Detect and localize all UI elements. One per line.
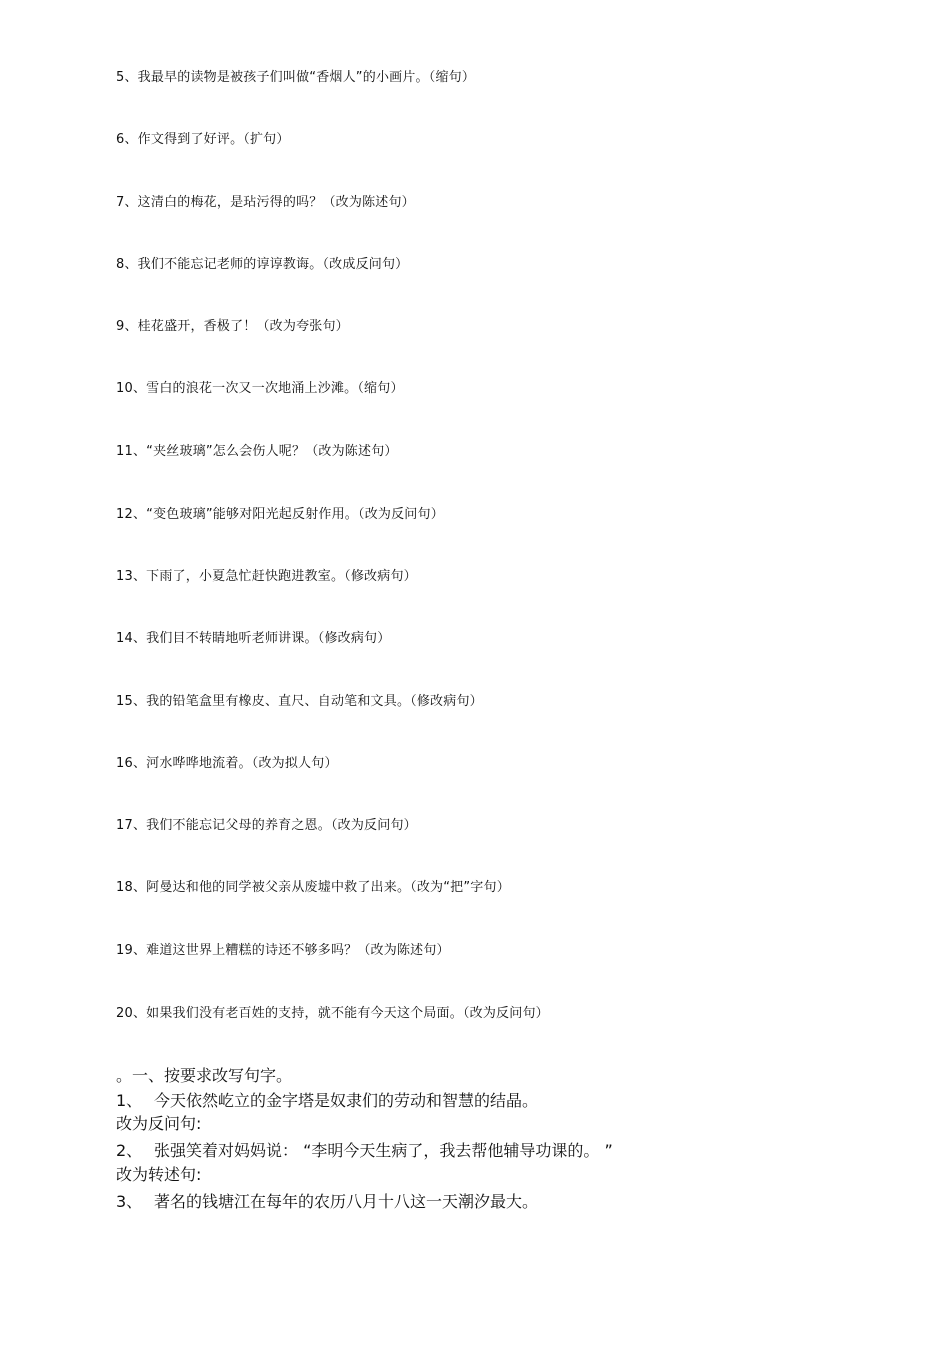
question-11: 11、“夹丝玻璃”怎么会伤人呢？（改为陈述句）	[116, 444, 398, 459]
section-item-2	[116, 1141, 613, 1161]
question-20: 20、如果我们没有老百姓的支持，就不能有今天这个局面。（改为反问句）	[116, 1006, 549, 1021]
section-item-1	[116, 1091, 538, 1111]
question-5: 5、我最早的读物是被孩子们叫做“香烟人”的小画片。（缩句）	[116, 70, 476, 85]
question-9: 9、桂花盛开，香极了！（改为夸张句）	[116, 319, 349, 334]
item-number: 3、	[116, 1192, 143, 1211]
section-item-3	[116, 1192, 538, 1212]
item-number: 1、	[116, 1091, 143, 1110]
question-18: 18、阿曼达和他的同学被父亲从废墟中救了出来。（改为“把”字句）	[116, 880, 510, 895]
question-7: 7、这清白的梅花，是玷污得的吗？（改为陈述句）	[116, 195, 415, 210]
item-number: 2、	[116, 1141, 143, 1160]
question-14: 14、我们目不转睛地听老师讲课。（修改病句）	[116, 631, 391, 646]
section-prompt-1: 改为反问句:	[116, 1114, 202, 1133]
question-15: 15、我的铅笔盒里有橡皮、直尺、自动笔和文具。（修改病句）	[116, 694, 483, 709]
item-text: 张强笑着对妈妈说： “李明今天生病了，我去帮他辅导功课的。 ”	[154, 1141, 613, 1160]
question-13: 13、下雨了，小夏急忙赶快跑进教室。（修改病句）	[116, 569, 417, 584]
question-16: 16、河水哗哗地流着。（改为拟人句）	[116, 756, 338, 771]
section-heading: 。一、按要求改写句字。	[116, 1066, 293, 1085]
item-text: 著名的钱塘江在每年的农历八月十八这一天潮汐最大。	[154, 1192, 539, 1211]
question-17: 17、我们不能忘记父母的养育之恩。（改为反问句）	[116, 818, 417, 833]
question-8: 8、我们不能忘记老师的谆谆教诲。（改成反问句）	[116, 257, 409, 272]
item-text: 今天依然屹立的金字塔是奴隶们的劳动和智慧的结晶。	[154, 1091, 539, 1110]
question-12: 12、“变色玻璃”能够对阳光起反射作用。（改为反问句）	[116, 507, 444, 522]
section-prompt-2: 改为转述句:	[116, 1165, 202, 1184]
question-19: 19、难道这世界上糟糕的诗还不够多吗？（改为陈述句）	[116, 943, 450, 958]
question-10: 10、雪白的浪花一次又一次地涌上沙滩。（缩句）	[116, 381, 404, 396]
question-6: 6、作文得到了好评。（扩句）	[116, 132, 290, 147]
